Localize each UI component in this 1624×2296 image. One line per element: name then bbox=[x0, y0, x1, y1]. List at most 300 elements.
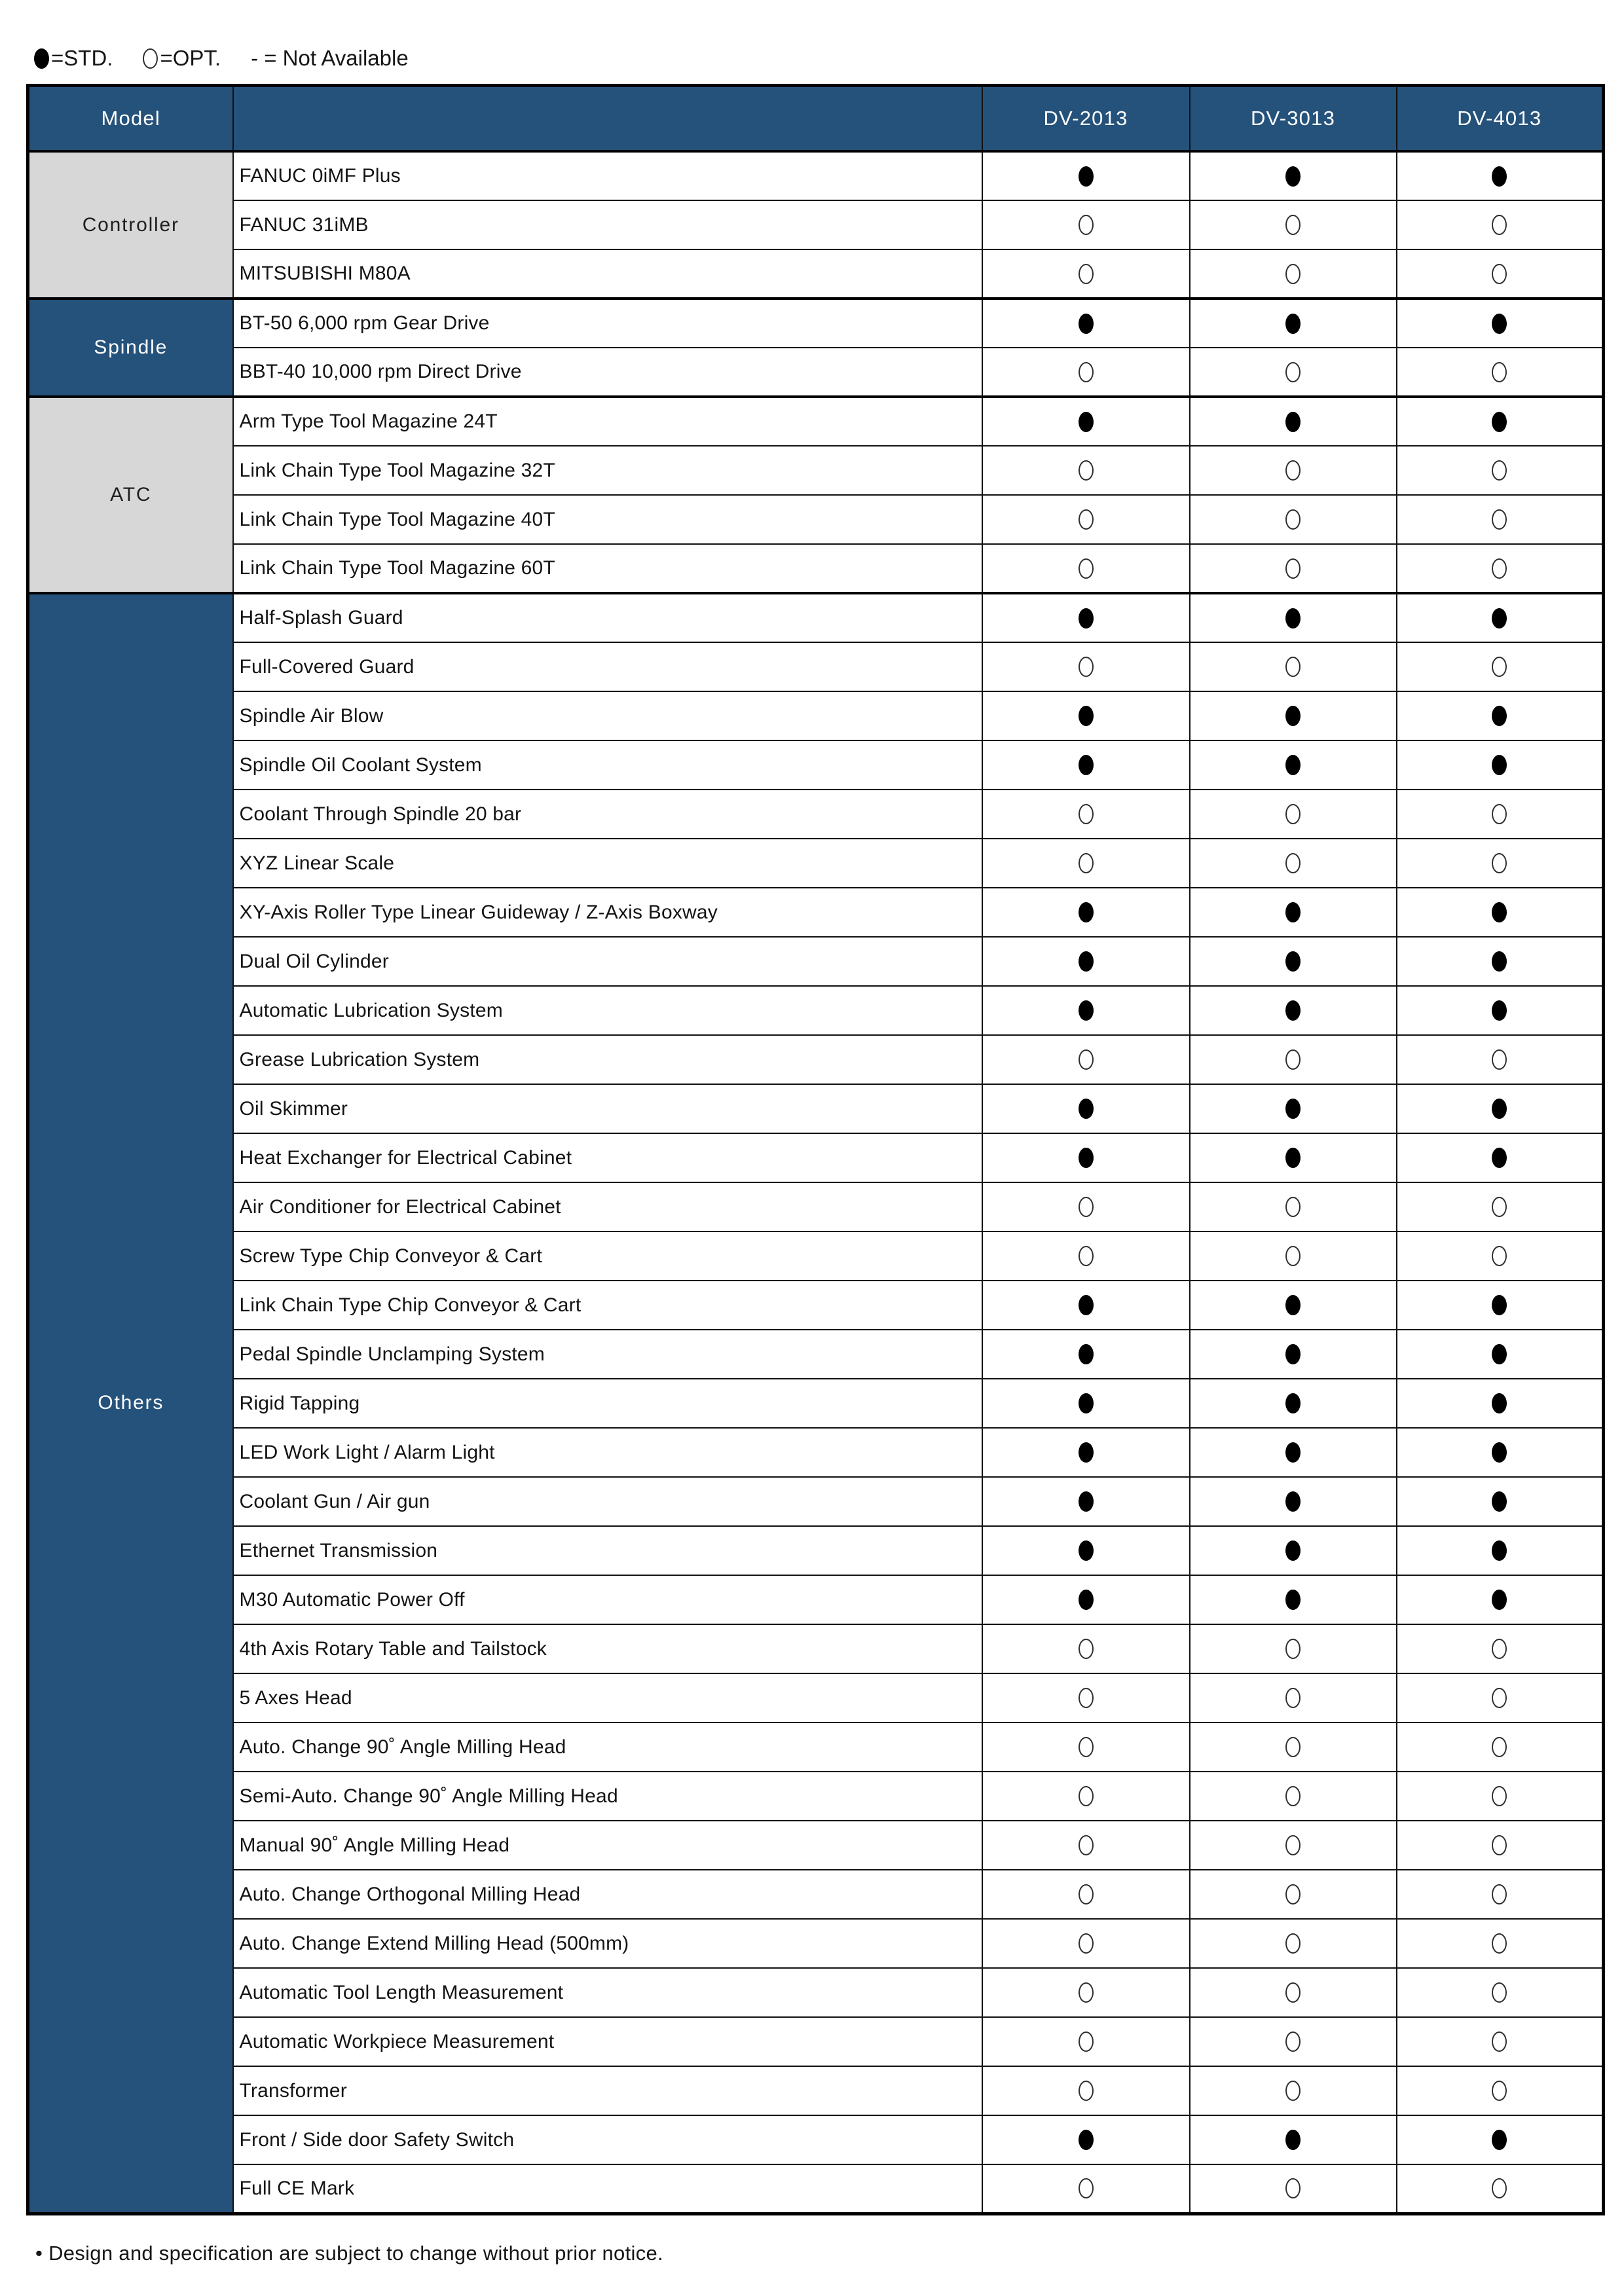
value-cell bbox=[1190, 691, 1397, 740]
table-row bbox=[28, 1477, 1604, 1526]
table-row bbox=[28, 790, 1604, 839]
value-cell bbox=[1397, 1870, 1604, 1919]
table-row bbox=[28, 1575, 1604, 1624]
table-row bbox=[28, 1870, 1604, 1919]
legend-std-label: =STD. bbox=[51, 46, 113, 70]
std-circle-icon bbox=[1285, 1590, 1301, 1610]
value-cell bbox=[1397, 2017, 1604, 2066]
value-cell bbox=[1397, 200, 1604, 249]
value-cell bbox=[982, 1575, 1190, 1624]
table-row bbox=[28, 1428, 1604, 1477]
feature-cell: Pedal Spindle Unclamping System bbox=[233, 1330, 982, 1379]
feature-cell: Spindle Air Blow bbox=[233, 691, 982, 740]
table-row bbox=[28, 200, 1604, 249]
opt-circle-icon bbox=[1285, 558, 1301, 579]
opt-circle-icon bbox=[1285, 1049, 1301, 1070]
value-cell bbox=[1190, 544, 1397, 593]
value-cell bbox=[1190, 1428, 1397, 1477]
opt-circle-icon bbox=[1492, 362, 1507, 382]
std-circle-icon bbox=[1285, 1442, 1301, 1463]
std-circle-icon bbox=[1079, 1148, 1094, 1168]
opt-circle-icon bbox=[1492, 215, 1507, 235]
value-cell bbox=[1397, 593, 1604, 642]
value-cell bbox=[982, 790, 1190, 839]
std-circle-icon bbox=[1285, 1000, 1301, 1021]
std-circle-icon bbox=[1079, 1442, 1094, 1463]
std-circle-icon bbox=[1285, 1295, 1301, 1315]
std-circle-icon bbox=[1079, 1393, 1094, 1413]
value-cell bbox=[1190, 299, 1397, 348]
opt-circle-icon bbox=[1285, 1688, 1301, 1708]
value-cell bbox=[1397, 642, 1604, 691]
value-cell bbox=[982, 151, 1190, 200]
table-row bbox=[28, 1772, 1604, 1821]
table-row bbox=[28, 888, 1604, 937]
value-cell bbox=[982, 1133, 1190, 1182]
feature-cell: Screw Type Chip Conveyor & Cart bbox=[233, 1231, 982, 1281]
value-cell bbox=[1190, 397, 1397, 446]
opt-circle-icon bbox=[1492, 1933, 1507, 1954]
opt-circle-icon bbox=[1285, 1737, 1301, 1757]
value-cell bbox=[982, 299, 1190, 348]
std-circle-icon bbox=[1492, 1491, 1507, 1512]
value-cell bbox=[982, 888, 1190, 937]
feature-cell: BT-50 6,000 rpm Gear Drive bbox=[233, 299, 982, 348]
table-row bbox=[28, 1281, 1604, 1330]
opt-circle-icon bbox=[1492, 1737, 1507, 1757]
std-circle-icon bbox=[1492, 1590, 1507, 1610]
feature-cell: Coolant Gun / Air gun bbox=[233, 1477, 982, 1526]
table-row bbox=[28, 1084, 1604, 1133]
table-row bbox=[28, 1035, 1604, 1084]
value-cell bbox=[982, 1673, 1190, 1722]
opt-circle-icon bbox=[1079, 509, 1094, 530]
value-cell bbox=[1397, 1379, 1604, 1428]
std-circle-icon bbox=[1079, 1590, 1094, 1610]
std-circle-icon bbox=[1285, 706, 1301, 726]
opt-circle-icon bbox=[1079, 264, 1094, 284]
column-header-dv-4013: DV-4013 bbox=[1397, 86, 1604, 152]
std-circle-icon bbox=[1285, 951, 1301, 972]
value-cell bbox=[1190, 249, 1397, 299]
feature-cell: M30 Automatic Power Off bbox=[233, 1575, 982, 1624]
value-cell bbox=[1397, 397, 1604, 446]
value-cell bbox=[982, 1772, 1190, 1821]
std-circle-icon bbox=[1079, 1344, 1094, 1364]
value-cell bbox=[982, 249, 1190, 299]
opt-circle-icon bbox=[1285, 1246, 1301, 1266]
value-cell bbox=[1190, 1035, 1397, 1084]
value-cell bbox=[1397, 1281, 1604, 1330]
value-cell bbox=[1190, 1330, 1397, 1379]
table-row bbox=[28, 249, 1604, 299]
table-row bbox=[28, 1526, 1604, 1575]
opt-circle-icon bbox=[1492, 804, 1507, 824]
opt-circle-icon bbox=[1492, 657, 1507, 677]
std-circle-icon bbox=[1079, 166, 1094, 187]
value-cell bbox=[982, 495, 1190, 544]
value-cell bbox=[1397, 446, 1604, 495]
value-cell bbox=[1397, 1673, 1604, 1722]
value-cell bbox=[982, 446, 1190, 495]
spec-table bbox=[26, 84, 1605, 2215]
opt-circle-icon bbox=[1079, 1786, 1094, 1806]
std-circle-icon bbox=[1285, 755, 1301, 775]
opt-circle-icon bbox=[1079, 1049, 1094, 1070]
opt-circle-icon bbox=[1079, 853, 1094, 873]
opt-circle-icon bbox=[1285, 1982, 1301, 2003]
table-row bbox=[28, 642, 1604, 691]
group-cell-controller: Controller bbox=[28, 151, 233, 299]
table-row bbox=[28, 1231, 1604, 1281]
value-cell bbox=[982, 593, 1190, 642]
opt-circle-icon bbox=[1492, 1688, 1507, 1708]
feature-cell: Dual Oil Cylinder bbox=[233, 937, 982, 986]
legend-opt bbox=[143, 46, 221, 71]
feature-cell: Air Conditioner for Electrical Cabinet bbox=[233, 1182, 982, 1231]
value-cell bbox=[1190, 2164, 1397, 2214]
opt-circle-icon bbox=[1285, 1835, 1301, 1855]
value-cell bbox=[982, 1821, 1190, 1870]
feature-cell: MITSUBISHI M80A bbox=[233, 249, 982, 299]
table-row bbox=[28, 986, 1604, 1035]
value-cell bbox=[1397, 249, 1604, 299]
std-circle-icon bbox=[1492, 608, 1507, 629]
value-cell bbox=[1190, 1968, 1397, 2017]
value-cell bbox=[982, 2066, 1190, 2115]
value-cell bbox=[1397, 839, 1604, 888]
feature-cell: XYZ Linear Scale bbox=[233, 839, 982, 888]
std-circle-icon bbox=[1492, 951, 1507, 972]
feature-cell: FANUC 0iMF Plus bbox=[233, 151, 982, 200]
std-filled-circle-icon bbox=[34, 48, 49, 69]
std-circle-icon bbox=[1079, 755, 1094, 775]
opt-circle-icon bbox=[1079, 2178, 1094, 2198]
opt-circle-icon bbox=[1079, 1688, 1094, 1708]
feature-cell: Coolant Through Spindle 20 bar bbox=[233, 790, 982, 839]
value-cell bbox=[1190, 1133, 1397, 1182]
std-circle-icon bbox=[1492, 1295, 1507, 1315]
feature-cell: Automatic Tool Length Measurement bbox=[233, 1968, 982, 2017]
value-cell bbox=[1397, 986, 1604, 1035]
feature-cell: Link Chain Type Tool Magazine 32T bbox=[233, 446, 982, 495]
std-circle-icon bbox=[1492, 1442, 1507, 1463]
value-cell bbox=[1190, 937, 1397, 986]
std-circle-icon bbox=[1079, 1491, 1094, 1512]
group-cell-others: Others bbox=[28, 593, 233, 2214]
opt-circle-icon bbox=[1285, 1933, 1301, 1954]
std-circle-icon bbox=[1285, 608, 1301, 629]
value-cell bbox=[982, 1035, 1190, 1084]
value-cell bbox=[982, 1919, 1190, 1968]
std-circle-icon bbox=[1492, 902, 1507, 922]
opt-circle-icon bbox=[1079, 1835, 1094, 1855]
feature-cell: Automatic Workpiece Measurement bbox=[233, 2017, 982, 2066]
opt-circle-icon bbox=[1079, 2081, 1094, 2101]
value-cell bbox=[1397, 2066, 1604, 2115]
value-cell bbox=[982, 200, 1190, 249]
value-cell bbox=[1190, 1379, 1397, 1428]
opt-circle-icon bbox=[1285, 509, 1301, 530]
std-circle-icon bbox=[1079, 2130, 1094, 2150]
opt-circle-icon bbox=[1285, 2032, 1301, 2052]
table-row bbox=[28, 495, 1604, 544]
value-cell bbox=[982, 691, 1190, 740]
std-circle-icon bbox=[1492, 706, 1507, 726]
opt-circle-icon bbox=[1079, 362, 1094, 382]
value-cell bbox=[1190, 986, 1397, 1035]
table-row bbox=[28, 740, 1604, 790]
opt-circle-icon bbox=[1079, 1737, 1094, 1757]
value-cell bbox=[982, 642, 1190, 691]
std-circle-icon bbox=[1492, 755, 1507, 775]
value-cell bbox=[982, 544, 1190, 593]
std-circle-icon bbox=[1492, 2130, 1507, 2150]
feature-cell: Manual 90˚ Angle Milling Head bbox=[233, 1821, 982, 1870]
feature-cell: Auto. Change 90˚ Angle Milling Head bbox=[233, 1722, 982, 1772]
opt-circle-icon bbox=[1492, 853, 1507, 873]
opt-hollow-circle-icon bbox=[143, 48, 158, 69]
value-cell bbox=[1190, 1919, 1397, 1968]
value-cell bbox=[1190, 1870, 1397, 1919]
std-circle-icon bbox=[1285, 2130, 1301, 2150]
value-cell bbox=[1397, 1133, 1604, 1182]
table-row bbox=[28, 593, 1604, 642]
opt-circle-icon bbox=[1079, 1982, 1094, 2003]
table-row bbox=[28, 1182, 1604, 1231]
value-cell bbox=[982, 1281, 1190, 1330]
group-cell-atc: ATC bbox=[28, 397, 233, 593]
opt-circle-icon bbox=[1079, 2032, 1094, 2052]
value-cell bbox=[1190, 1673, 1397, 1722]
feature-cell: XY-Axis Roller Type Linear Guideway / Z-Axis Boxway bbox=[233, 888, 982, 937]
feature-cell: Auto. Change Extend Milling Head (500mm) bbox=[233, 1919, 982, 1968]
opt-circle-icon bbox=[1285, 1197, 1301, 1217]
feature-cell: Link Chain Type Chip Conveyor & Cart bbox=[233, 1281, 982, 1330]
opt-circle-icon bbox=[1079, 558, 1094, 579]
feature-cell: Link Chain Type Tool Magazine 40T bbox=[233, 495, 982, 544]
value-cell bbox=[1190, 1281, 1397, 1330]
std-circle-icon bbox=[1492, 1148, 1507, 1168]
feature-cell: Ethernet Transmission bbox=[233, 1526, 982, 1575]
feature-cell: 5 Axes Head bbox=[233, 1673, 982, 1722]
table-row bbox=[28, 348, 1604, 397]
value-cell bbox=[1190, 1821, 1397, 1870]
value-cell bbox=[1397, 2164, 1604, 2214]
std-circle-icon bbox=[1079, 608, 1094, 629]
value-cell bbox=[1190, 1624, 1397, 1673]
value-cell bbox=[1397, 790, 1604, 839]
value-cell bbox=[982, 1722, 1190, 1772]
table-row bbox=[28, 2066, 1604, 2115]
value-cell bbox=[982, 1084, 1190, 1133]
table-row bbox=[28, 1379, 1604, 1428]
opt-circle-icon bbox=[1492, 1982, 1507, 2003]
value-cell bbox=[982, 839, 1190, 888]
value-cell bbox=[1397, 1919, 1604, 1968]
value-cell bbox=[1190, 2066, 1397, 2115]
std-circle-icon bbox=[1285, 1099, 1301, 1119]
value-cell bbox=[982, 1624, 1190, 1673]
value-cell bbox=[1397, 2115, 1604, 2164]
std-circle-icon bbox=[1079, 1000, 1094, 1021]
value-cell bbox=[982, 2164, 1190, 2214]
table-row bbox=[28, 1821, 1604, 1870]
std-circle-icon bbox=[1285, 314, 1301, 334]
opt-circle-icon bbox=[1285, 2178, 1301, 2198]
value-cell bbox=[1190, 888, 1397, 937]
table-row bbox=[28, 1133, 1604, 1182]
column-header-model: Model bbox=[28, 86, 233, 152]
opt-circle-icon bbox=[1492, 1884, 1507, 1904]
std-circle-icon bbox=[1285, 1344, 1301, 1364]
opt-circle-icon bbox=[1492, 2178, 1507, 2198]
std-circle-icon bbox=[1492, 1393, 1507, 1413]
std-circle-icon bbox=[1492, 412, 1507, 432]
value-cell bbox=[1397, 1330, 1604, 1379]
feature-cell: FANUC 31iMB bbox=[233, 200, 982, 249]
value-cell bbox=[1397, 1428, 1604, 1477]
value-cell bbox=[1397, 1772, 1604, 1821]
value-cell bbox=[1190, 1575, 1397, 1624]
legend-opt-label: =OPT. bbox=[160, 46, 221, 70]
header-row bbox=[28, 86, 1604, 152]
value-cell bbox=[982, 1968, 1190, 2017]
value-cell bbox=[1397, 1821, 1604, 1870]
feature-cell: Semi-Auto. Change 90˚ Angle Milling Head bbox=[233, 1772, 982, 1821]
value-cell bbox=[1397, 1575, 1604, 1624]
std-circle-icon bbox=[1285, 166, 1301, 187]
opt-circle-icon bbox=[1285, 264, 1301, 284]
std-circle-icon bbox=[1079, 1099, 1094, 1119]
value-cell bbox=[1397, 937, 1604, 986]
opt-circle-icon bbox=[1492, 264, 1507, 284]
feature-cell: 4th Axis Rotary Table and Tailstock bbox=[233, 1624, 982, 1673]
feature-cell: Automatic Lubrication System bbox=[233, 986, 982, 1035]
std-circle-icon bbox=[1285, 1393, 1301, 1413]
opt-circle-icon bbox=[1285, 1884, 1301, 1904]
table-row bbox=[28, 1624, 1604, 1673]
opt-circle-icon bbox=[1285, 460, 1301, 481]
footer-note: • Design and specification are subject to change without prior notice. bbox=[35, 2242, 663, 2265]
value-cell bbox=[1397, 1182, 1604, 1231]
value-cell bbox=[1190, 1772, 1397, 1821]
opt-circle-icon bbox=[1492, 1835, 1507, 1855]
feature-cell: Oil Skimmer bbox=[233, 1084, 982, 1133]
value-cell bbox=[1190, 1084, 1397, 1133]
opt-circle-icon bbox=[1492, 2081, 1507, 2101]
std-circle-icon bbox=[1492, 166, 1507, 187]
std-circle-icon bbox=[1079, 902, 1094, 922]
opt-circle-icon bbox=[1492, 1246, 1507, 1266]
opt-circle-icon bbox=[1285, 215, 1301, 235]
std-circle-icon bbox=[1285, 1540, 1301, 1561]
std-circle-icon bbox=[1079, 951, 1094, 972]
opt-circle-icon bbox=[1285, 657, 1301, 677]
opt-circle-icon bbox=[1079, 1197, 1094, 1217]
opt-circle-icon bbox=[1285, 1786, 1301, 1806]
opt-circle-icon bbox=[1079, 1884, 1094, 1904]
feature-cell: Grease Lubrication System bbox=[233, 1035, 982, 1084]
feature-cell: Spindle Oil Coolant System bbox=[233, 740, 982, 790]
std-circle-icon bbox=[1285, 902, 1301, 922]
value-cell bbox=[1397, 544, 1604, 593]
std-circle-icon bbox=[1079, 412, 1094, 432]
feature-cell: Front / Side door Safety Switch bbox=[233, 2115, 982, 2164]
table-row bbox=[28, 937, 1604, 986]
opt-circle-icon bbox=[1079, 460, 1094, 481]
feature-cell: Link Chain Type Tool Magazine 60T bbox=[233, 544, 982, 593]
std-circle-icon bbox=[1492, 1099, 1507, 1119]
value-cell bbox=[1190, 2115, 1397, 2164]
value-cell bbox=[1397, 1722, 1604, 1772]
table-row bbox=[28, 2164, 1604, 2214]
legend-std bbox=[34, 46, 113, 71]
value-cell bbox=[1190, 1722, 1397, 1772]
value-cell bbox=[982, 1428, 1190, 1477]
value-cell bbox=[982, 937, 1190, 986]
value-cell bbox=[1190, 1477, 1397, 1526]
value-cell bbox=[1190, 642, 1397, 691]
value-cell bbox=[982, 2115, 1190, 2164]
opt-circle-icon bbox=[1492, 1639, 1507, 1659]
opt-circle-icon bbox=[1079, 215, 1094, 235]
value-cell bbox=[1190, 1231, 1397, 1281]
value-cell bbox=[1190, 495, 1397, 544]
value-cell bbox=[1397, 1477, 1604, 1526]
std-circle-icon bbox=[1285, 1491, 1301, 1512]
feature-cell: Full CE Mark bbox=[233, 2164, 982, 2214]
value-cell bbox=[982, 348, 1190, 397]
value-cell bbox=[1190, 1182, 1397, 1231]
opt-circle-icon bbox=[1079, 1246, 1094, 1266]
value-cell bbox=[1397, 740, 1604, 790]
table-row bbox=[28, 1968, 1604, 2017]
opt-circle-icon bbox=[1079, 657, 1094, 677]
opt-circle-icon bbox=[1492, 460, 1507, 481]
table-row bbox=[28, 839, 1604, 888]
value-cell bbox=[1190, 151, 1397, 200]
std-circle-icon bbox=[1079, 706, 1094, 726]
table-row bbox=[28, 544, 1604, 593]
std-circle-icon bbox=[1492, 314, 1507, 334]
value-cell bbox=[1190, 1526, 1397, 1575]
value-cell bbox=[1397, 299, 1604, 348]
opt-circle-icon bbox=[1285, 804, 1301, 824]
std-circle-icon bbox=[1079, 314, 1094, 334]
opt-circle-icon bbox=[1492, 1197, 1507, 1217]
opt-circle-icon bbox=[1079, 1639, 1094, 1659]
column-header-blank bbox=[233, 86, 982, 152]
value-cell bbox=[1190, 839, 1397, 888]
opt-circle-icon bbox=[1492, 1049, 1507, 1070]
value-cell bbox=[1397, 888, 1604, 937]
opt-circle-icon bbox=[1492, 2032, 1507, 2052]
value-cell bbox=[982, 1330, 1190, 1379]
opt-circle-icon bbox=[1285, 362, 1301, 382]
feature-cell: Heat Exchanger for Electrical Cabinet bbox=[233, 1133, 982, 1182]
value-cell bbox=[1190, 790, 1397, 839]
value-cell bbox=[1190, 593, 1397, 642]
std-circle-icon bbox=[1492, 1344, 1507, 1364]
value-cell bbox=[982, 1379, 1190, 1428]
value-cell bbox=[1397, 348, 1604, 397]
std-circle-icon bbox=[1079, 1295, 1094, 1315]
value-cell bbox=[982, 1526, 1190, 1575]
value-cell bbox=[982, 2017, 1190, 2066]
table-row bbox=[28, 1919, 1604, 1968]
opt-circle-icon bbox=[1079, 804, 1094, 824]
